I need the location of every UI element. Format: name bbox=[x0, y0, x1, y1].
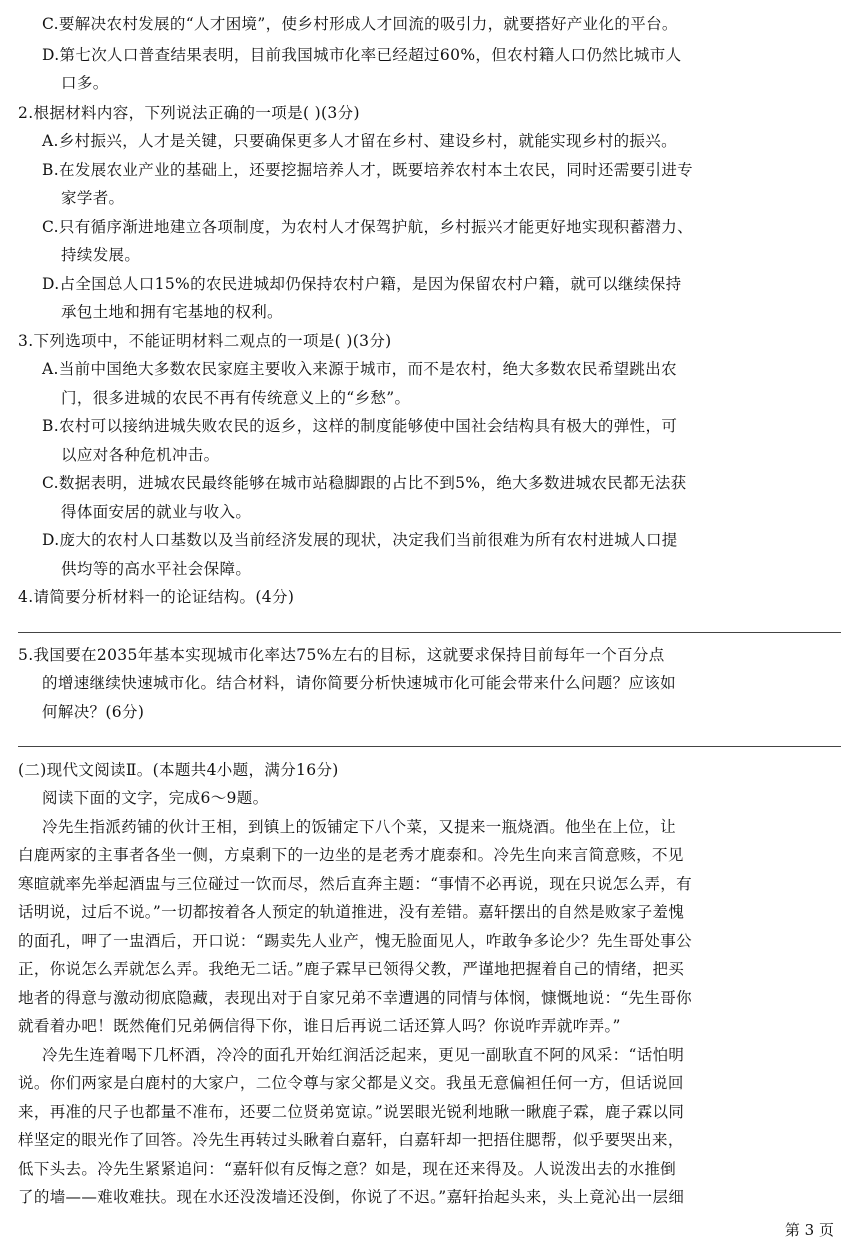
passage-line: 白鹿两家的主事者各坐一侧，方桌剩下的一边坐的是老秀才鹿泰和。冷先生向来言简意赅，不见 bbox=[18, 846, 684, 864]
q3-option-c: C.数据表明，进城农民最终能够在城市站稳脚跟的占比不到5%，绝大多数进城农民都无法获 bbox=[42, 474, 687, 492]
q2-option-c-cont: 持续发展。 bbox=[61, 246, 141, 264]
question-5: 5.我国要在2035年基本实现城市化率达75%左右的目标，这就要求保持目前每年一个百分点 bbox=[18, 646, 665, 664]
q3-option-b: B.农村可以接纳进城失败农民的返乡，这样的制度能够使中国社会结构具有极大的弹性，可 bbox=[42, 417, 678, 435]
passage-line: 了的墙——难收难扶。现在水还没泼墙还没倒，你说了不迟。”嘉轩抬起头来，头上竟沁出一层细 bbox=[18, 1188, 685, 1206]
passage-line: 就看着办吧！既然俺们兄弟俩信得下你，谁日后再说二话还算人吗？你说咋弄就咋弄。” bbox=[18, 1017, 621, 1035]
passage-line: 样坚定的眼光作了回答。冷先生再转过头瞅着白嘉轩，白嘉轩却一把捂住腮帮，似乎要哭出来， bbox=[18, 1131, 684, 1149]
question-3: 3.下列选项中，不能证明材料二观点的一项是( )(3分) bbox=[18, 332, 392, 350]
q3-option-c-cont: 得体面安居的就业与收入。 bbox=[61, 503, 252, 521]
passage-line: 正，你说怎么弄就怎么弄。我绝无二话。”鹿子霖早已领得父教，严谨地把握着自己的情绪，把买 bbox=[18, 960, 685, 978]
question-2: 2.根据材料内容，下列说法正确的一项是( )(3分) bbox=[18, 104, 360, 122]
q1-option-d: D.第七次人口普查结果表明，目前我国城市化率已经超过60%，但农村籍人口仍然比城市人 bbox=[42, 46, 682, 64]
q1-option-c: C.要解决农村发展的“人才困境”，使乡村形成人才回流的吸引力，就要搭好产业化的平台。 bbox=[42, 15, 678, 33]
answer-line-q4 bbox=[18, 632, 841, 633]
passage-line: 寒暄就率先举起酒盅与三位碰过一饮而尽，然后直奔主题：“事情不必再说，现在只说怎么弄，有 bbox=[18, 875, 692, 893]
q2-option-c: C.只有循序渐进地建立各项制度，为农村人才保驾护航，乡村振兴才能更好地实现积蓄潜力、 bbox=[42, 218, 693, 236]
question-4: 4.请简要分析材料一的论证结构。(4分) bbox=[18, 588, 295, 606]
passage-line: 说。你们两家是白鹿村的大家户，二位令尊与家父都是义交。我虽无意偏袒任何一方，但话说回 bbox=[18, 1074, 684, 1092]
passage-line: 冷先生指派药铺的伙计王相，到镇上的饭铺定下八个菜，又提来一瓶烧酒。他坐在上位，让 bbox=[42, 818, 677, 836]
q3-option-d-cont: 供均等的高水平社会保障。 bbox=[61, 560, 252, 578]
reading-instruction: 阅读下面的文字，完成6～9题。 bbox=[42, 789, 269, 807]
q2-option-a: A.乡村振兴，人才是关键，只要确保更多人才留在乡村、建设乡村，就能实现乡村的振兴。 bbox=[42, 132, 677, 150]
question-5-cont-1: 的增速继续快速城市化。结合材料，请你简要分析快速城市化可能会带来什么问题？应该如 bbox=[42, 674, 677, 692]
section-heading: (二)现代文阅读Ⅱ。(本题共4小题，满分16分) bbox=[18, 761, 339, 779]
page-number: 第 3 页 bbox=[784, 1221, 834, 1239]
q2-option-d-cont: 承包土地和拥有宅基地的权利。 bbox=[61, 303, 283, 321]
question-5-cont-2: 何解决？(6分) bbox=[42, 703, 145, 721]
passage-line: 低下头去。冷先生紧紧追问：“嘉轩似有反悔之意？如是，现在还来得及。人说泼出去的水推倒 bbox=[18, 1160, 677, 1178]
q3-option-b-cont: 以应对各种危机冲击。 bbox=[61, 446, 220, 464]
q1-option-d-cont: 口多。 bbox=[61, 74, 109, 92]
passage-line: 来，再准的尺子也都量不准布，还要二位贤弟宽谅。”说罢眼光锐利地瞅一瞅鹿子霖，鹿子霖以同 bbox=[18, 1103, 685, 1121]
passage-line: 的面孔，呷了一盅酒后，开口说：“踢卖先人业产，愧无脸面见人，咋敢争多论少？先生哥处事公 bbox=[18, 932, 692, 950]
q2-option-b-cont: 家学者。 bbox=[61, 189, 125, 207]
q2-option-d: D.占全国总人口15%的农民进城却仍保持农村户籍，是因为保留农村户籍，就可以继续保持 bbox=[42, 275, 682, 293]
q3-option-a-cont: 门，很多进城的农民不再有传统意义上的“乡愁”。 bbox=[61, 389, 411, 407]
passage-line: 冷先生连着喝下几杯酒，冷冷的面孔开始红润活泛起来，更见一副耿直不阿的风采：“话怕明 bbox=[42, 1046, 685, 1064]
passage-line: 地者的得意与激动彻底隐藏，表现出对于自家兄弟不幸遭遇的同情与体悯，慷慨地说：“先生哥你 bbox=[18, 989, 692, 1007]
answer-line-q5 bbox=[18, 746, 841, 747]
q3-option-a: A.当前中国绝大多数农民家庭主要收入来源于城市，而不是农村，绝大多数农民希望跳出农 bbox=[42, 360, 677, 378]
passage-line: 话明说，过后不说。”一切都按着各人预定的轨道推进，没有差错。嘉轩摆出的自然是败家子羞愧 bbox=[18, 903, 685, 921]
q2-option-b: B.在发展农业产业的基础上，还要挖掘培养人才，既要培养农村本土农民，同时还需要引进专 bbox=[42, 161, 694, 179]
q3-option-d: D.庞大的农村人口基数以及当前经济发展的现状，决定我们当前很难为所有农村进城人口提 bbox=[42, 531, 678, 549]
